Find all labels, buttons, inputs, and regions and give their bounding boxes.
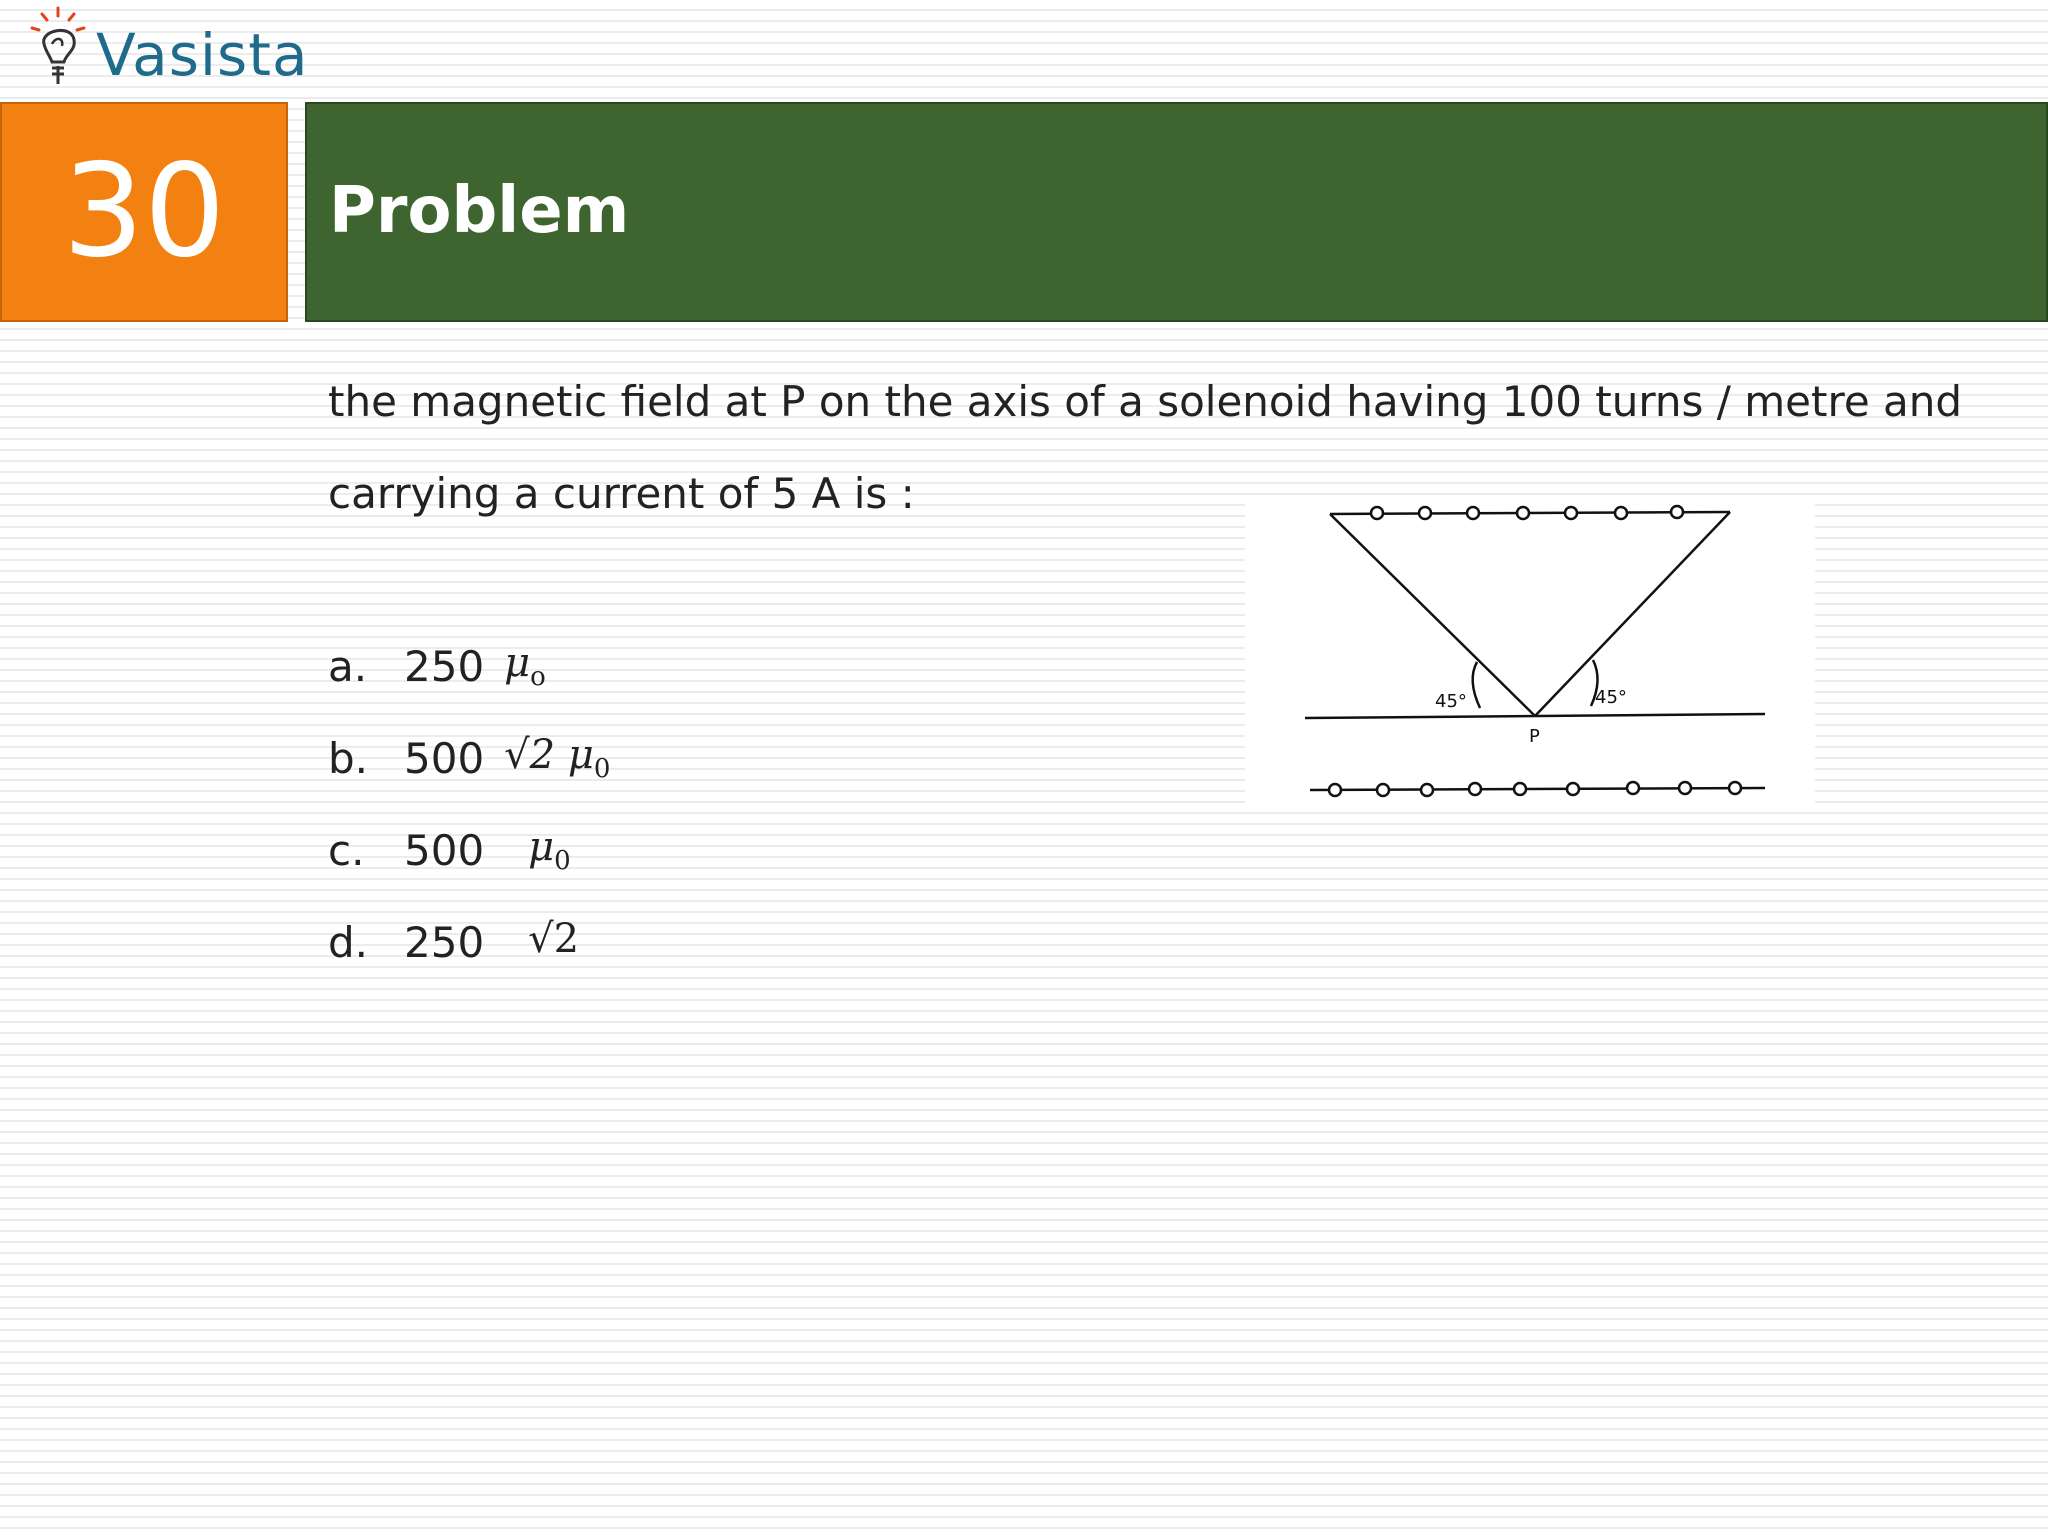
option-value: 250 (404, 917, 485, 967)
title-bar (305, 102, 2048, 322)
option-letter: d. (328, 917, 369, 967)
answer-options (328, 620, 610, 988)
right-side (1535, 512, 1730, 716)
slide-title: Problem (329, 174, 630, 248)
vasista-logo (20, 0, 309, 100)
option-value: 500 (404, 733, 485, 783)
option-c (328, 804, 610, 896)
logo-wordmark: Vasista (96, 21, 309, 89)
option-a (328, 620, 610, 712)
option-math: √2 (528, 916, 580, 962)
option-b (328, 712, 610, 804)
option-letter: b. (328, 733, 369, 783)
question-line-2: carrying a current of 5 A is : (328, 469, 915, 518)
option-math: √2 $\mu_0$ (504, 732, 611, 784)
left-angle-label: 45° (1435, 691, 1467, 712)
option-d (328, 896, 610, 988)
right-angle-label: 45° (1595, 687, 1627, 708)
slide-number: 30 (62, 137, 226, 286)
option-math: $\mu_o$ (504, 640, 546, 692)
solenoid-figure (1245, 496, 1815, 806)
left-angle-arc (1473, 662, 1480, 708)
left-side (1330, 514, 1535, 716)
option-letter: c. (328, 825, 365, 875)
option-value: 500 (404, 825, 485, 875)
lightbulb-icon (20, 0, 100, 100)
option-letter: a. (328, 641, 368, 691)
solenoid-diagram (1245, 496, 1815, 806)
option-value: 250 (404, 641, 485, 691)
option-math: $\mu_0$ (528, 824, 571, 876)
point-p-label: P (1529, 726, 1540, 747)
slide-number-box (0, 102, 288, 322)
question-line-1: the magnetic field at P on the axis of a solenoid having 100 turns / metre and (328, 377, 1963, 426)
